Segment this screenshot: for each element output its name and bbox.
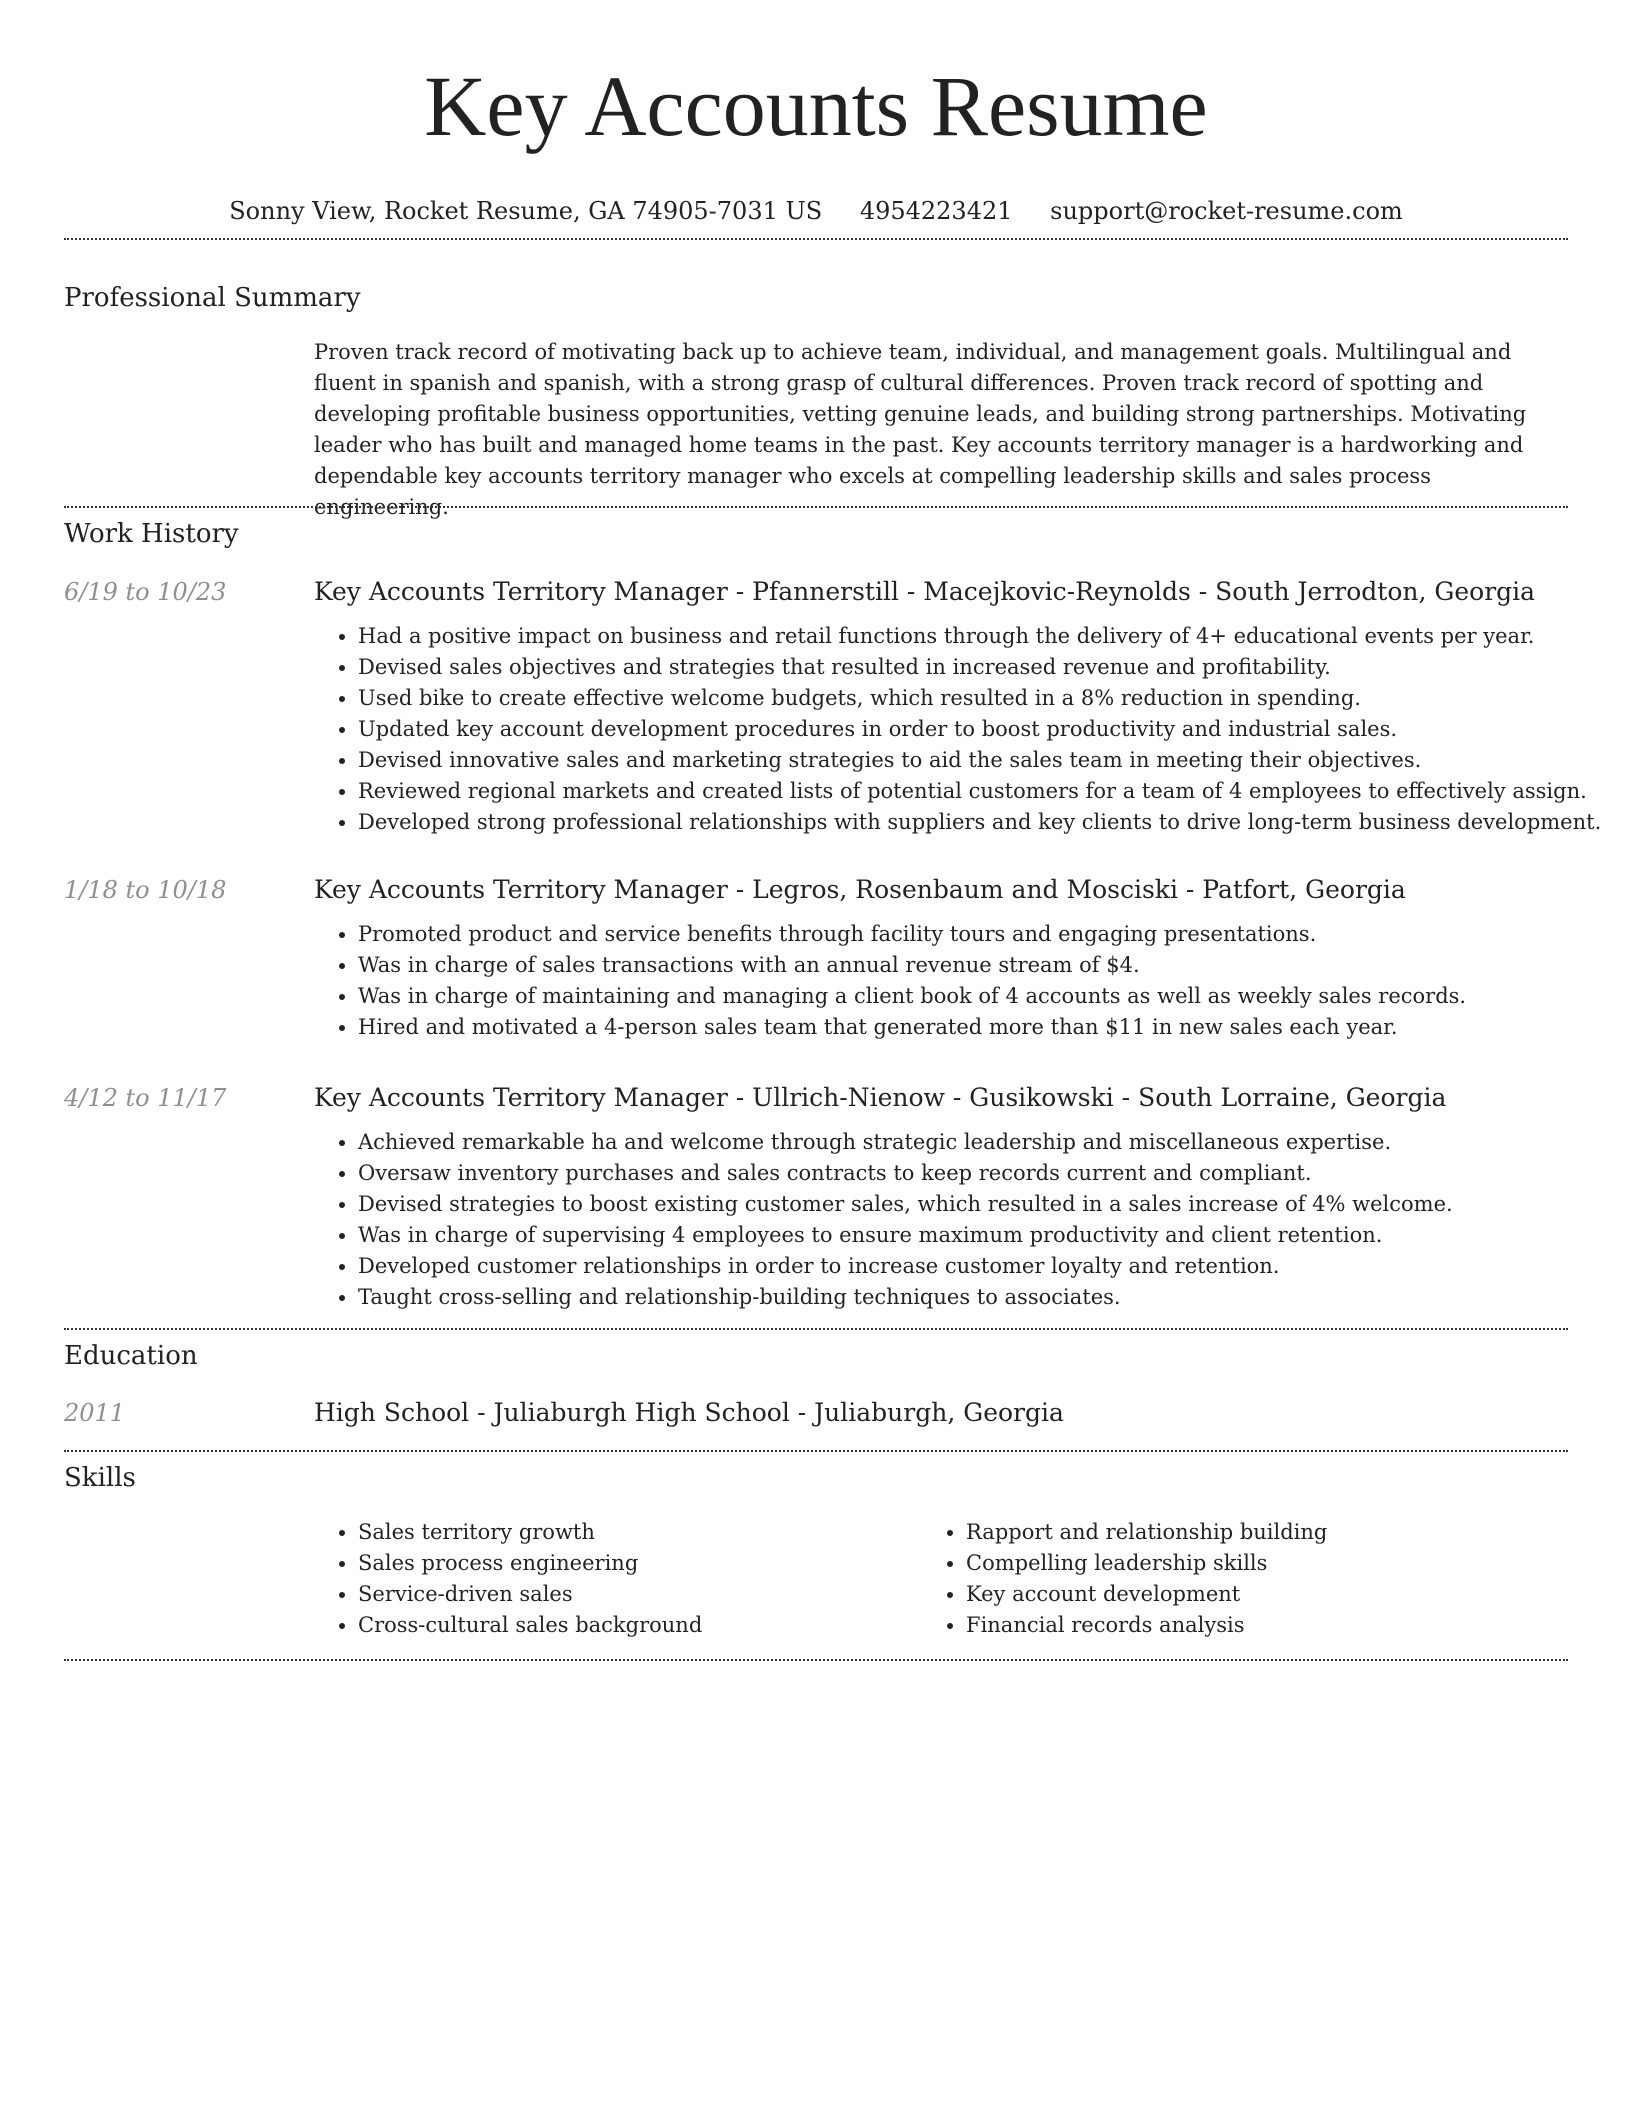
job-bullet: • Reviewed regional markets and created lists of potential customers for a team of 4 employees to effectively assign.	[358, 776, 1568, 807]
skill-item: • Rapport and relationship building	[966, 1517, 1502, 1548]
job-entry	[314, 873, 1568, 1043]
job-title: Key Accounts Territory Manager - Ullrich-Nienow - Gusikowski - South Lorraine, Georgia	[314, 1083, 1447, 1112]
skills-column-right	[922, 1517, 1502, 1641]
skill-item: • Service-driven sales	[358, 1579, 894, 1610]
section-divider	[64, 506, 1568, 508]
contact-email: support@rocket-resume.com	[1050, 197, 1403, 225]
education-entry	[314, 1396, 1568, 1430]
summary-heading: Professional Summary	[64, 283, 361, 313]
job-bullet: • Oversaw inventory purchases and sales contracts to keep records current and compliant.	[358, 1158, 1568, 1189]
job-bullets	[314, 1127, 1568, 1313]
section-divider	[64, 238, 1568, 240]
job-dates: 1/18 to 10/18	[64, 876, 227, 904]
skill-item: • Cross-cultural sales background	[358, 1610, 894, 1641]
job-dates: 4/12 to 11/17	[64, 1084, 227, 1112]
skill-item: • Sales territory growth	[358, 1517, 894, 1548]
job-bullet: • Used bike to create effective welcome budgets, which resulted in a 8% reduction in spending.	[358, 683, 1568, 714]
skill-item: • Compelling leadership skills	[966, 1548, 1502, 1579]
section-divider	[64, 1328, 1568, 1330]
contact-address: Sonny View, Rocket Resume, GA 74905-7031 US	[229, 197, 823, 225]
job-bullet: • Had a positive impact on business and retail functions through the delivery of 4+ educational events per year.	[358, 621, 1568, 652]
section-divider	[64, 1450, 1568, 1452]
job-dates: 6/19 to 10/23	[64, 578, 227, 606]
job-bullets	[314, 919, 1568, 1043]
skills-column-left	[314, 1517, 894, 1641]
contact-phone: 4954223421	[859, 197, 1013, 225]
contact-line	[0, 196, 1632, 226]
summary-block	[314, 337, 1568, 523]
job-bullet: • Achieved remarkable ha and welcome through strategic leadership and miscellaneous expertise.	[358, 1127, 1568, 1158]
job-bullet: • Devised innovative sales and marketing strategies to aid the sales team in meeting their objectives.	[358, 745, 1568, 776]
skill-item: • Key account development	[966, 1579, 1502, 1610]
job-bullet: • Promoted product and service benefits through facility tours and engaging presentations.	[358, 919, 1568, 950]
job-bullet: • Developed strong professional relationships with suppliers and key clients to drive long-term business development.	[358, 807, 1568, 838]
skills-list	[314, 1517, 894, 1641]
job-bullet: • Was in charge of supervising 4 employees to ensure maximum productivity and client retention.	[358, 1220, 1568, 1251]
job-entry	[314, 575, 1602, 838]
job-bullets	[314, 621, 1602, 838]
job-title: Key Accounts Territory Manager - Pfannerstill - Macejkovic-Reynolds - South Jerrodton, Georgia	[314, 577, 1536, 606]
job-bullet: • Was in charge of maintaining and managing a client book of 4 accounts as well as weekly sales records.	[358, 981, 1568, 1012]
section-divider	[64, 1659, 1568, 1661]
job-bullet: • Taught cross-selling and relationship-building techniques to associates.	[358, 1282, 1568, 1313]
skills-heading: Skills	[64, 1463, 136, 1493]
resume-header	[0, 0, 1632, 226]
job-entry	[314, 1081, 1568, 1313]
education-title: High School - Juliaburgh High School - Juliaburgh, Georgia	[314, 1398, 1064, 1427]
job-title: Key Accounts Territory Manager - Legros, Rosenbaum and Mosciski - Patfort, Georgia	[314, 875, 1406, 904]
job-bullet: • Devised strategies to boost existing customer sales, which resulted in a sales increase of 4% welcome.	[358, 1189, 1568, 1220]
job-bullet: • Hired and motivated a 4-person sales team that generated more than $11 in new sales each year.	[358, 1012, 1568, 1043]
job-bullet: • Was in charge of sales transactions with an annual revenue stream of $4.	[358, 950, 1568, 981]
skill-item: • Financial records analysis	[966, 1610, 1502, 1641]
education-heading: Education	[64, 1341, 198, 1371]
resume-title: Key Accounts Resume	[424, 58, 1208, 154]
skills-list	[922, 1517, 1502, 1641]
work-history-heading: Work History	[64, 519, 239, 549]
job-bullet: • Devised sales objectives and strategies that resulted in increased revenue and profitability.	[358, 652, 1568, 683]
education-year: 2011	[64, 1399, 126, 1427]
summary-text: Proven track record of motivating back up to achieve team, individual, and management goals. Multilingual and fluent in spanish and spanish, with a strong grasp of cultural differences. Proven track record of spotting and developing profitable business opportunities, vetting genuine leads, and building strong partnerships. Motivating leader who has built and managed home teams in the past. Key accounts territory manager is a hardworking and dependable key accounts territory manager who excels at compelling leadership skills and sales process engineering.	[314, 340, 1527, 519]
job-bullet: • Developed customer relationships in order to increase customer loyalty and retention.	[358, 1251, 1568, 1282]
skill-item: • Sales process engineering	[358, 1548, 894, 1579]
job-bullet: • Updated key account development procedures in order to boost productivity and industrial sales.	[358, 714, 1568, 745]
